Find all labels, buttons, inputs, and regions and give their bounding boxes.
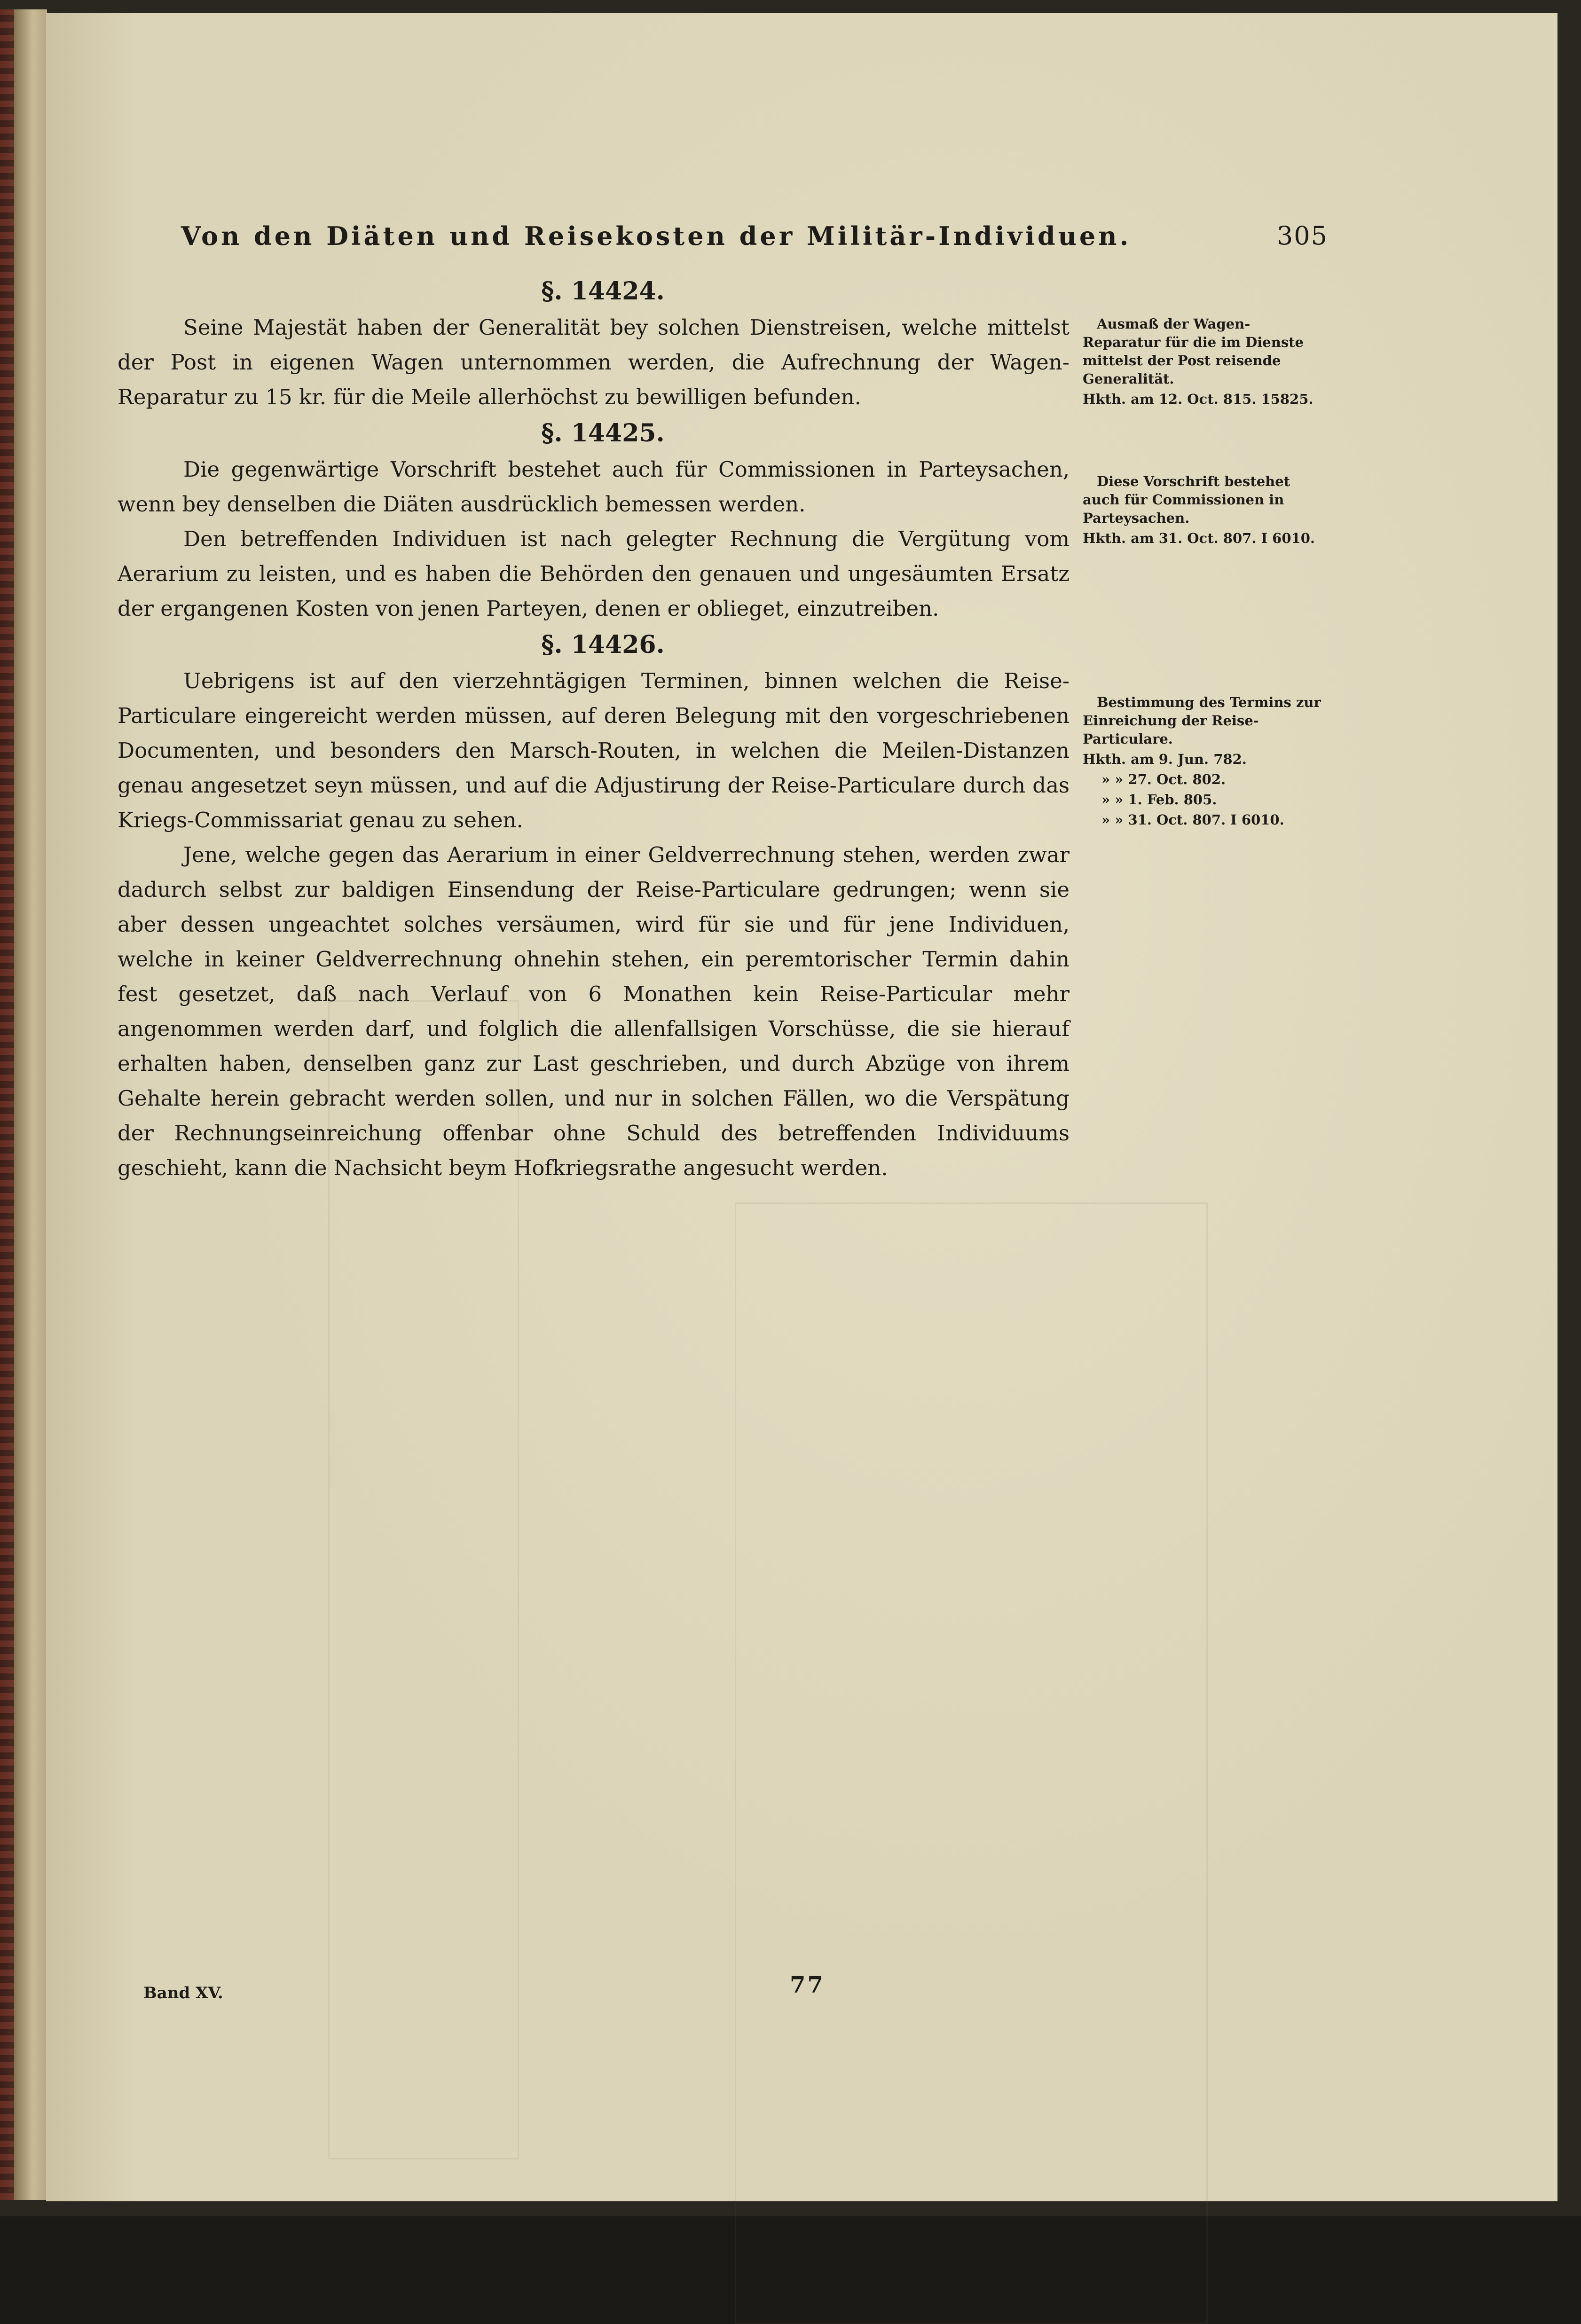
paragraph: Seine Majestät haben der Generalität bey solchen Dienstreisen, welche mittelst der Post in eigenen Wagen unternommen werden, die Aufrechnung der Wagen-Reparatur zu 15 kr. für die Meile allerhöchst zu bewilligen befunden.: [118, 315, 1070, 409]
running-title: Von den Diäten und Reisekosten der Militär-Individuen.: [181, 221, 1132, 251]
margin-note-reference: Hkth. am 31. Oct. 807. I 6010.: [1083, 530, 1315, 546]
margin-note-commissionen: [1083, 472, 1327, 548]
spine-binding: [0, 9, 14, 2200]
margin-note-text: Diese Vorschrift bestehet auch für Commissionen in Parteysachen.: [1083, 473, 1290, 526]
margin-note-reference: Hkth. am 9. Jun. 782.: [1083, 751, 1247, 767]
sheet-signature: 77: [790, 1972, 825, 1998]
section-14425: [118, 415, 1070, 626]
main-text: [118, 273, 1070, 1186]
paragraph: Den betreffenden Individuen ist nach gelegter Rechnung die Vergütung vom Aerarium zu leisten, und es haben die Behörden den genauen und ungesäumten Ersatz der ergangenen Kosten von jenen Parteyen, denen er oblieget, einzutreiben.: [118, 526, 1070, 621]
paragraph: Die gegenwärtige Vorschrift bestehet auch für Commissionen in Parteysachen, wenn bey denselben die Diäten ausdrücklich bemessen werden.: [118, 457, 1070, 517]
section-14424: [118, 273, 1070, 415]
paragraph: Jene, welche gegen das Aerarium in einer Geldverrechnung stehen, werden zwar dadurch selbst zur baldigen Einsendung der Reise-Particulare gedrungen; wenn sie aber dessen ungeachtet solches versäumen, wird für sie und für jene Individuen, welche in keiner Geldverrechnung ohnehin stehen, ein peremtorischer Termin dahin fest gesetzet, daß nach Verlauf von 6 Monathen kein Reise-Particular mehr angenommen werden darf, und folglich die allenfallsigen Vorschüsse, die sie hierauf erhalten haben, denselben ganz zur Last geschrieben, und durch Abzüge von ihrem Gehalte herein gebracht werden sollen, und nur in solchen Fällen, wo die Verspätung der Rechnungseinreichung offenbar ohne Schuld des betreffenden Individuums geschieht, kann die Nachsicht beym Hofkriegsrathe angesucht werden.: [118, 842, 1070, 1180]
bleed-through-table: [735, 1202, 1208, 2324]
margin-note-reference: Hkth. am 12. Oct. 815. 15825.: [1083, 391, 1314, 407]
margin-note-termin: [1083, 693, 1327, 829]
margin-note-reference: » » 31. Oct. 807. I 6010.: [1101, 812, 1284, 828]
margin-note-text: Ausmaß der Wagen-Reparatur für die im Dienste mittelst der Post reisende Generalität.: [1083, 316, 1304, 387]
section-14426: [118, 626, 1070, 1186]
margin-note-reference: » » 1. Feb. 805.: [1101, 792, 1217, 808]
volume-label: Band XV.: [143, 1984, 223, 2002]
page-header: [181, 221, 1328, 254]
section-number: §. 14425.: [541, 419, 665, 448]
page-number: 305: [1276, 221, 1328, 251]
margin-note-reference: » » 27. Oct. 802.: [1101, 771, 1226, 787]
margin-note-wagen-reparatur: [1083, 315, 1327, 408]
margin-note-text: Bestimmung des Termins zur Einreichung der Reise-Particulare.: [1083, 694, 1321, 747]
section-number: §. 14426.: [541, 630, 665, 659]
paragraph: Uebrigens ist auf den vierzehntägigen Terminen, binnen welchen die Reise-Particulare eingereicht werden müssen, auf deren Belegung mit den vorgeschriebenen Documenten, und besonders den Marsch-Routen, in welchen die Meilen-Distanzen genau angesetzet seyn müssen, und auf die Adjustirung der Reise-Particulare durch das Kriegs-Commissariat genau zu sehen.: [118, 668, 1070, 832]
section-number: §. 14424.: [541, 277, 665, 306]
